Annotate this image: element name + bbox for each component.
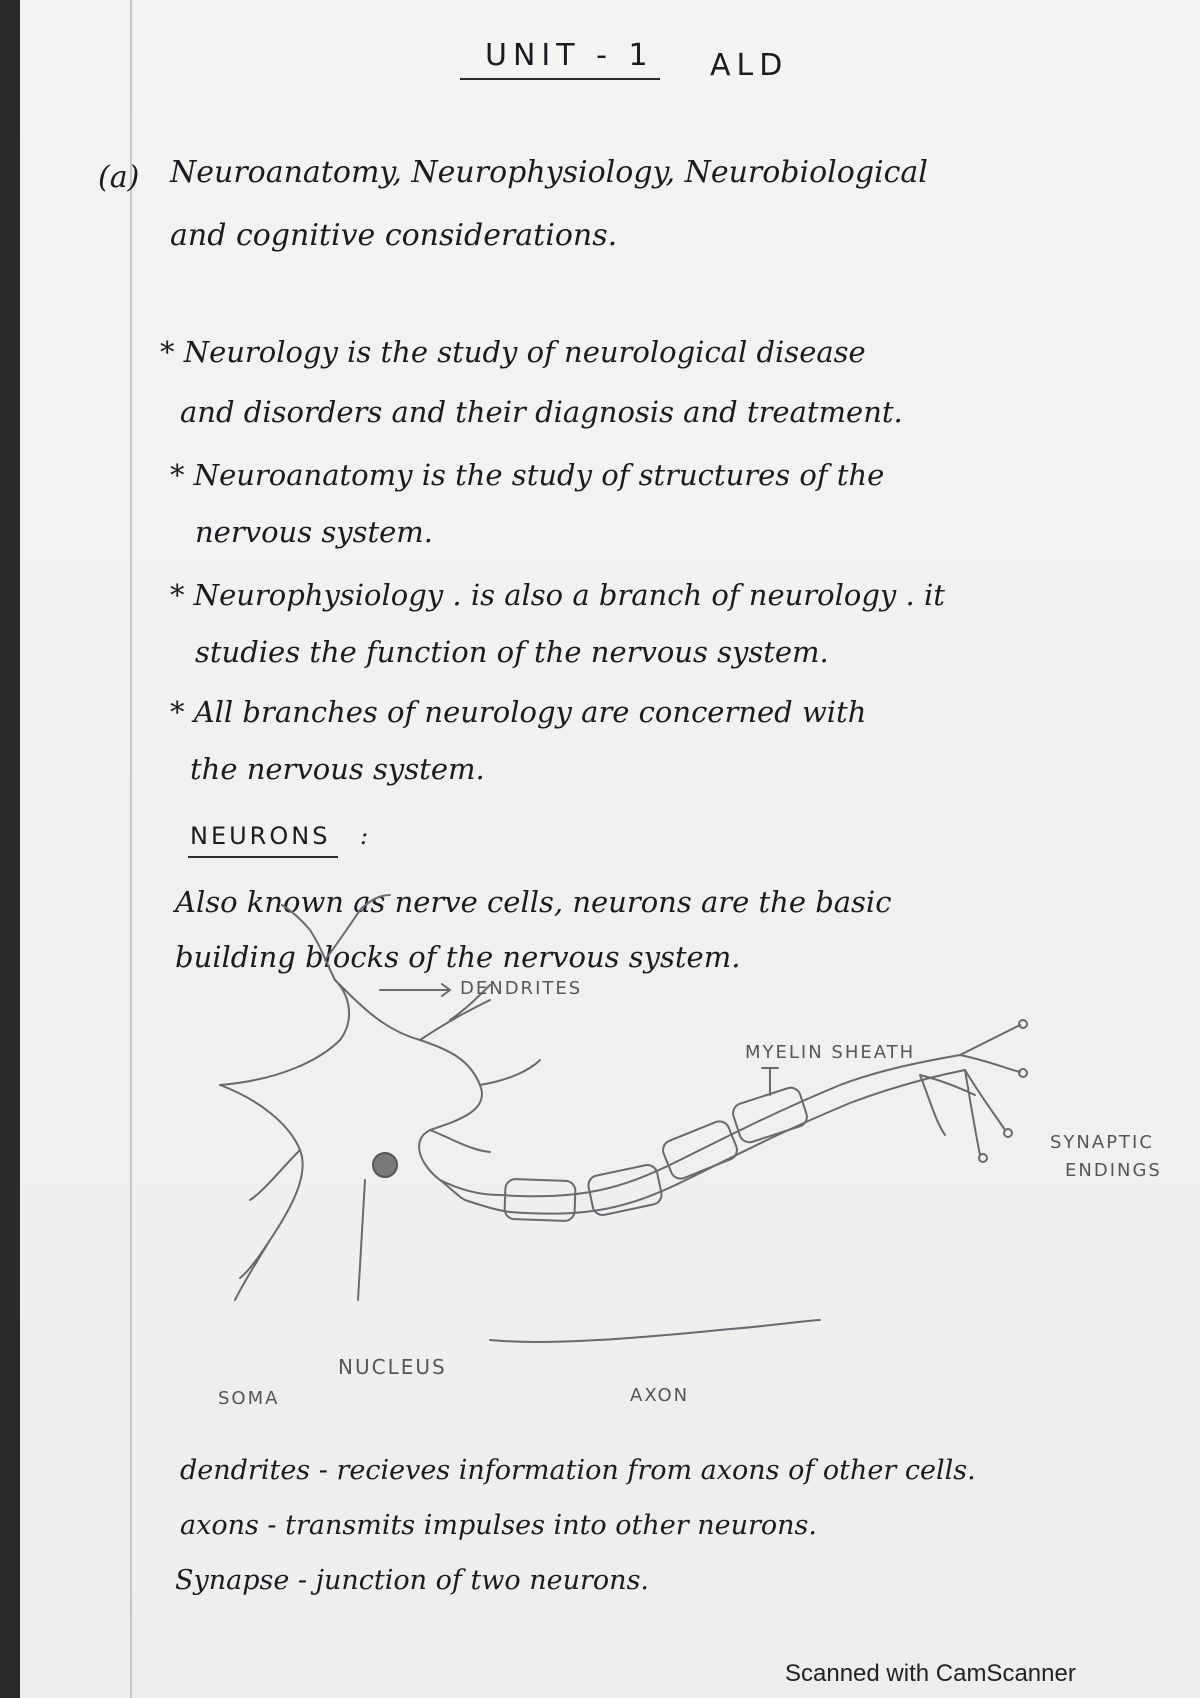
label-nucleus: NUCLEUS xyxy=(338,1355,447,1379)
bullet-4-line2: the nervous system. xyxy=(190,752,485,786)
bullet-1-line1: * Neurology is the study of neurological disease xyxy=(160,335,866,369)
section-marker: (a) xyxy=(98,160,140,195)
notebook-page xyxy=(20,0,1200,1698)
axon-hillock xyxy=(440,1180,510,1212)
neuron-diagram xyxy=(20,0,1200,1698)
section-title-line1: Neuroanatomy, Neurophysiology, Neurobiological xyxy=(170,155,928,190)
nucleus-pointer xyxy=(358,1180,365,1300)
bullet-1-line2: and disorders and their diagnosis and treatment. xyxy=(180,395,903,429)
definition-axons: axons - transmits impulses into other neurons. xyxy=(180,1510,817,1541)
scanner-watermark: Scanned with CamScanner xyxy=(785,1660,1076,1687)
dendrite-branches xyxy=(240,895,540,1278)
dendrites-arrow xyxy=(380,984,450,996)
myelin-pointer xyxy=(762,1068,778,1095)
bullet-2-line1: * Neuroanatomy is the study of structures of the xyxy=(170,458,885,492)
subject-code: ALD xyxy=(710,48,789,83)
definition-synapse: Synapse - junction of two neurons. xyxy=(175,1565,650,1596)
label-axon: AXON xyxy=(630,1385,690,1406)
label-endings: ENDINGS xyxy=(1065,1160,1162,1181)
bullet-3-line1: * Neurophysiology . is also a branch of neurology . it xyxy=(170,578,945,612)
label-myelin-sheath: MYELIN SHEATH xyxy=(745,1042,916,1063)
neurons-heading: NEURONS xyxy=(190,822,331,850)
label-soma: SOMA xyxy=(218,1388,280,1409)
myelin-segment-1 xyxy=(504,1179,575,1221)
unit-title: UNIT - 1 xyxy=(485,38,654,73)
bullet-3-line2: studies the function of the nervous system. xyxy=(195,635,829,669)
label-dendrites: DENDRITES xyxy=(460,978,583,999)
bullet-4-line1: * All branches of neurology are concerned with xyxy=(170,695,867,729)
axon-bracket xyxy=(490,1320,820,1342)
soma-outline xyxy=(220,980,482,1300)
definition-dendrites: dendrites - recieves information from axons of other cells. xyxy=(180,1455,976,1486)
neurons-heading-colon: : xyxy=(360,822,369,850)
neurons-text-line2: building blocks of the nervous system. xyxy=(175,940,741,974)
bullet-2-line2: nervous system. xyxy=(195,515,434,549)
axon-tube xyxy=(500,1055,965,1214)
nucleus-dot xyxy=(373,1153,397,1177)
section-title-line2: and cognitive considerations. xyxy=(170,218,618,253)
label-synaptic: SYNAPTIC xyxy=(1050,1132,1154,1153)
neurons-text-line1: Also known as nerve cells, neurons are the basic xyxy=(175,885,892,919)
